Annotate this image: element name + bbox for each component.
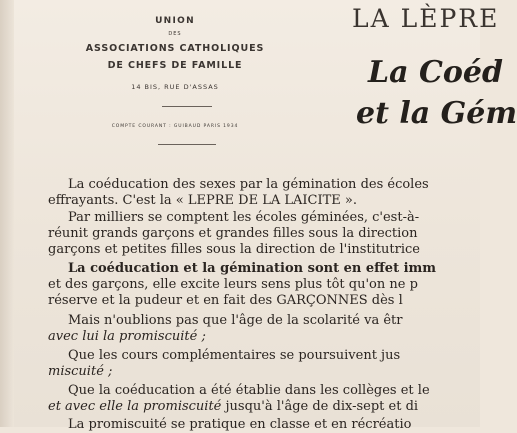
letterhead-address: 14 BIS, RUE D'ASSAS <box>131 83 219 91</box>
title-line-1: La Coéd <box>368 55 503 90</box>
paragraph-6: Que la coéducation a été établie dans les collèges et le et avec elle la promiscuité jusqu'à l'âge de dix-sept et di <box>48 383 430 414</box>
paragraph-7: La promiscuité se pratique en classe et en récréatio <box>68 417 412 432</box>
title-line-2: et la Gém <box>356 96 517 131</box>
paragraph-2: Par milliers se comptent les écoles géminées, c'est-à- réunit grands garçons et grandes filles sous la direction garçons et petites filles sous la direction de l'institutrice <box>48 210 420 257</box>
paragraph-4: Mais n'oublions pas que l'âge de la scolarité va êtr avec lui la promiscuité ; <box>48 313 403 344</box>
paragraph-3: La coéducation et la gémination sont en effet imm et des garçons, elle excite leurs sens plus tôt qu'on ne p réserve et la pudeur et en fait des GARÇONNES dès l <box>48 261 437 308</box>
letterhead-account: COMPTE COURANT : GUIBAUD PARIS 1934 <box>111 124 239 129</box>
letterhead-chefs-de-famille: DE CHEFS DE FAMILLE <box>107 60 243 71</box>
paragraph-5: Que les cours complémentaires se poursuivent jus miscuité ; <box>48 348 401 379</box>
letterhead-des: DES <box>168 31 182 37</box>
divider <box>162 106 212 107</box>
divider <box>158 144 216 145</box>
header-label: LA LÈPRE <box>352 4 500 33</box>
letterhead-associations: ASSOCIATIONS CATHOLIQUES <box>85 43 265 54</box>
page-edge-shadow <box>0 0 14 427</box>
letterhead-union: UNION <box>155 16 195 26</box>
paragraph-1: La coéducation des sexes par la gémination des écoles effrayants. C'est la « LEPRE DE LA LAICITE ». <box>48 177 429 208</box>
